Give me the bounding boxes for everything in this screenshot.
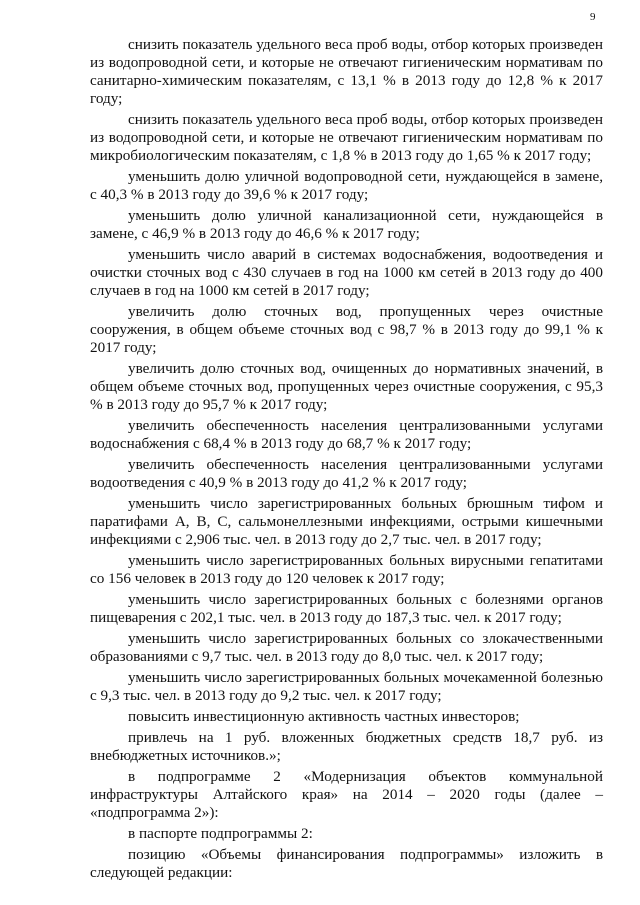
page-number: 9 [590,11,596,23]
paragraph: уменьшить число зарегистрированных больных брюшным тифом и паратифами А, В, С, сальмонеллезными инфекциями, острыми кишечными инфекциями с 2,906 тыс. чел. в 2013 году до 2,7 тыс. чел. в 2017 году; [90,495,603,548]
paragraph: привлечь на 1 руб. вложенных бюджетных средств 18,7 руб. из внебюджетных источников.»; [90,729,603,764]
paragraph: позицию «Объемы финансирования подпрограммы» изложить в следующей редакции: [90,846,603,881]
paragraph: уменьшить число зарегистрированных больных мочекаменной болезнью с 9,3 тыс. чел. в 2013 году до 9,2 тыс. чел. к 2017 году; [90,669,603,704]
paragraph: уменьшить число зарегистрированных больных с болезнями органов пищеварения с 202,1 тыс. чел. в 2013 году до 187,3 тыс. чел. к 2017 году; [90,591,603,626]
paragraph: уменьшить долю уличной водопроводной сети, нуждающейся в замене, с 40,3 % в 2013 году до 39,6 % к 2017 году; [90,168,603,203]
paragraph: уменьшить число зарегистрированных больных вирусными гепатитами со 156 человек в 2013 году до 120 человек к 2017 году; [90,552,603,587]
paragraph: в подпрограмме 2 «Модернизация объектов коммунальной инфраструктуры Алтайского края» на 2014 – 2020 годы (далее – «подпрограмма 2»): [90,768,603,821]
paragraph: снизить показатель удельного веса проб воды, отбор которых произведен из водопроводной сети, и которые не отвечают гигиеническим нормативам по санитарно-химическим показателям, с 13,1 % в 2013 году до 12,8 % к 2017 году; [90,36,603,107]
document-body [90,36,603,885]
paragraph: увеличить долю сточных вод, очищенных до нормативных значений, в общем объеме сточных вод, пропущенных через очистные сооружения, с 95,3 % в 2013 году до 95,7 % к 2017 году; [90,360,603,413]
paragraph: в паспорте подпрограммы 2: [128,825,313,842]
paragraph: снизить показатель удельного веса проб воды, отбор которых произведен из водопроводной сети, и которые не отвечают гигиеническим нормативам по микробиологическим показателям, с 1,8 % в 2013 году до 1,65 % к 2017 году; [90,111,603,164]
paragraph: повысить инвестиционную активность частных инвесторов; [128,708,520,725]
paragraph: уменьшить долю уличной канализационной сети, нуждающейся в замене, с 46,9 % в 2013 году до 46,6 % к 2017 году; [90,207,603,242]
paragraph: увеличить обеспеченность населения централизованными услугами водоснабжения с 68,4 % в 2013 году до 68,7 % к 2017 году; [90,417,603,452]
paragraph: увеличить долю сточных вод, пропущенных через очистные сооружения, в общем объеме сточных вод с 98,7 % в 2013 году до 99,1 % к 2017 году; [90,303,603,356]
paragraph: уменьшить число аварий в системах водоснабжения, водоотведения и очистки сточных вод с 430 случаев в год на 1000 км сетей в 2013 году до 400 случаев в год на 1000 км сетей в 2017 году; [90,246,603,299]
paragraph: уменьшить число зарегистрированных больных со злокачественными образованиями с 9,7 тыс. чел. в 2013 году до 8,0 тыс. чел. к 2017 году; [90,630,603,665]
paragraph: увеличить обеспеченность населения централизованными услугами водоотведения с 40,9 % в 2013 году до 41,2 % к 2017 году; [90,456,603,491]
